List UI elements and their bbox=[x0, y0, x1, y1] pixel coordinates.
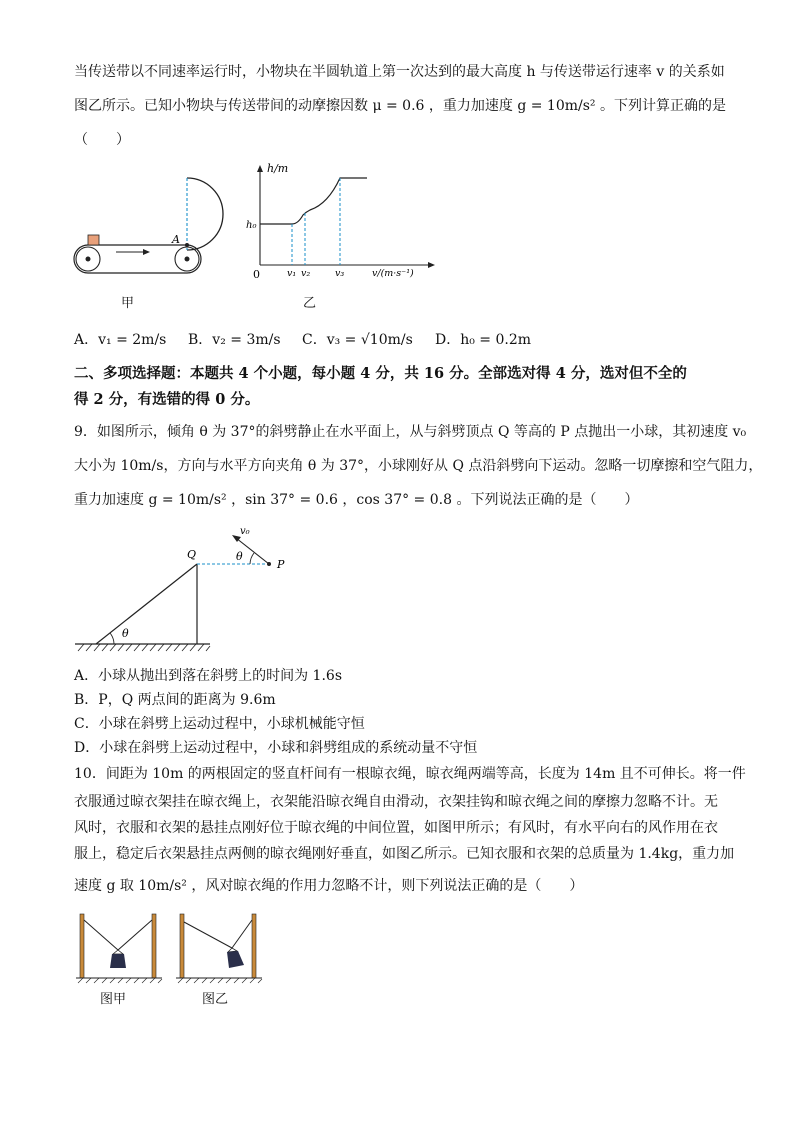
q8-graph-origin: 0 bbox=[253, 268, 260, 281]
q8-option-C: C．v₃ = √10m/s bbox=[302, 332, 413, 348]
q8-graph-xlabel: v/(m·s⁻¹) bbox=[372, 268, 414, 279]
q8-figure-jia bbox=[70, 165, 250, 280]
q8-figure-yi-graph bbox=[240, 160, 440, 285]
q10-figure-jia-caption: 图甲 bbox=[100, 992, 127, 1007]
q8-graph-v1: v₁ bbox=[287, 268, 297, 279]
q9-option-D: D．小球在斜劈上运动过程中，小球和斜劈组成的系统动量不守恒 bbox=[74, 740, 478, 756]
q9-Q-label: Q bbox=[187, 548, 197, 561]
q8-stem-line-1: 当传送带以不同速率运行时，小物块在半圆轨道上第一次达到的最大高度 h 与传送带运行速率 v 的关系如 bbox=[74, 64, 725, 80]
q8-option-D: D．h₀ = 0.2m bbox=[435, 332, 532, 348]
q8-graph-v2: v₂ bbox=[301, 268, 311, 279]
q9-option-A: A．小球从抛出到落在斜劈上的时间为 1.6s bbox=[74, 668, 343, 684]
q10-figure-yi bbox=[174, 910, 264, 985]
q8-graph-ylabel: h/m bbox=[267, 162, 289, 175]
q10-figure-jia bbox=[74, 910, 164, 985]
q8-graph-h0: h₀ bbox=[246, 220, 257, 231]
q9-stem-line-1: 9．如图所示，倾角 θ 为 37°的斜劈静止在水平面上，从与斜劈顶点 Q 等高的 P 点抛出一小球，其初速度 v₀ bbox=[74, 424, 747, 440]
q8-figure-yi-caption: 乙 bbox=[303, 296, 317, 311]
q9-velocity-theta: θ bbox=[236, 550, 243, 563]
q10-stem-line-4: 服上，稳定后衣架悬挂点两侧的晾衣绳刚好垂直，如图乙所示。已知衣服和衣架的总质量为 1.4kg，重力加 bbox=[74, 846, 735, 862]
q8-option-B: B．v₂ = 3m/s bbox=[188, 332, 281, 348]
q9-stem-line-2: 大小为 10m/s，方向与水平方向夹角 θ 为 37°，小球刚好从 Q 点沿斜劈向下运动。忽略一切摩擦和空气阻力， bbox=[74, 458, 763, 474]
q10-stem-line-3: 风时，衣服和衣架的悬挂点刚好位于晾衣绳的中间位置，如图甲所示；有风时，有水平向右的风作用在衣 bbox=[74, 820, 718, 836]
q8-stem-line-3: （ ） bbox=[74, 132, 130, 148]
q8-stem-line-2: 图乙所示。已知小物块与传送带间的动摩擦因数 μ = 0.6 ，重力加速度 g = 10m/s² 。下列计算正确的是 bbox=[74, 98, 726, 114]
section-2-heading-line-1: 二、多项选择题：本题共 4 个小题，每小题 4 分，共 16 分。全部选对得 4 分，选对但不全的 bbox=[74, 365, 687, 382]
q10-stem-line-2: 衣服通过晾衣架挂在晾衣绳上，衣架能沿晾衣绳自由滑动，衣架挂钩和晾衣绳之间的摩擦力忽略不计。无 bbox=[74, 794, 718, 810]
q9-P-label: P bbox=[277, 558, 285, 571]
q10-figure-yi-caption: 图乙 bbox=[202, 992, 229, 1007]
q9-v0-label: v₀ bbox=[240, 526, 250, 537]
q9-option-B: B．P，Q 两点间的距离为 9.6m bbox=[74, 692, 276, 708]
section-2-heading-line-2: 得 2 分，有选错的得 0 分。 bbox=[74, 391, 260, 408]
q10-stem-line-5: 速度 g 取 10m/s² ，风对晾衣绳的作用力忽略不计，则下列说法正确的是（ ） bbox=[74, 878, 584, 894]
q9-stem-line-3: 重力加速度 g = 10m/s² ，sin 37° = 0.6 ，cos 37° = 0.8 。下列说法正确的是（ ） bbox=[74, 492, 639, 508]
q8-graph-v3: v₃ bbox=[335, 268, 345, 279]
q9-option-C: C．小球在斜劈上运动过程中，小球机械能守恒 bbox=[74, 716, 365, 732]
q8-point-A-label: A bbox=[172, 233, 180, 246]
q10-stem-line-1: 10．间距为 10m 的两根固定的竖直杆间有一根晾衣绳，晾衣绳两端等高，长度为 14m 且不可伸长。将一件 bbox=[74, 766, 746, 782]
q8-figure-jia-caption: 甲 bbox=[121, 296, 135, 311]
q9-wedge-theta: θ bbox=[122, 627, 129, 640]
q9-figure bbox=[70, 520, 300, 660]
q8-option-A: A．v₁ = 2m/s bbox=[74, 332, 167, 348]
